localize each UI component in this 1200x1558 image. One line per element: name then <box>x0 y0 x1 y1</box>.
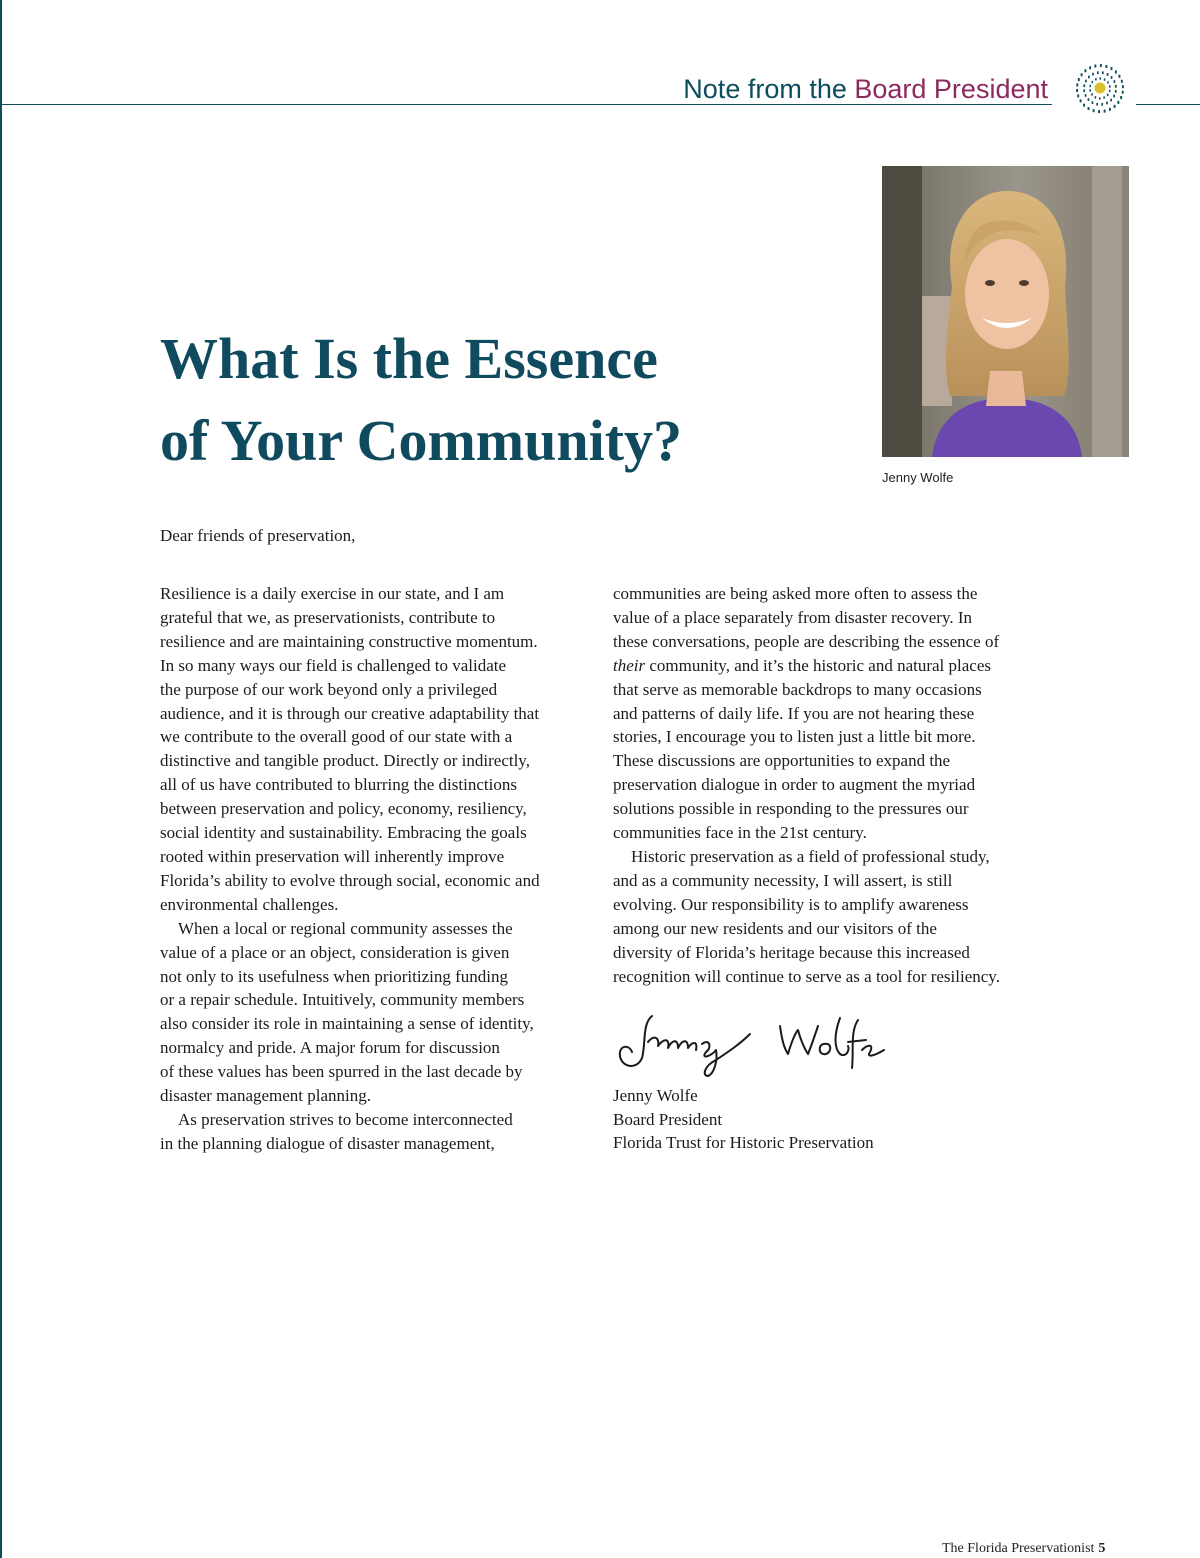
logo-dot <box>1090 85 1092 87</box>
logo-dot <box>1120 96 1122 99</box>
logo-dot <box>1089 66 1091 69</box>
header-rule-right <box>1136 104 1200 105</box>
logo-dot <box>1111 76 1113 79</box>
logo-dot <box>1095 78 1097 80</box>
salutation: Dear friends of preservation, <box>160 526 356 545</box>
paragraph-start-line: As preservation strives to become interconnected <box>178 1109 513 1129</box>
body-line: and patterns of daily life. If you are not hearing these <box>613 703 975 723</box>
paragraph-start-line: Historic preservation as a field of professional study, <box>631 846 990 866</box>
body-line: grateful that we, as preservationists, contribute to <box>160 607 496 627</box>
body-line: between preservation and policy, economy, resiliency, <box>160 799 527 819</box>
body-line: in the planning dialogue of disaster management, <box>160 1133 495 1153</box>
section-header <box>683 72 1048 106</box>
logo-dot <box>1092 101 1094 104</box>
paragraph-start-line: When a local or regional community assesses the <box>178 918 513 938</box>
body-line: of these values has been spurred in the last decade by <box>160 1062 523 1082</box>
logo-dot <box>1083 89 1085 92</box>
logo-dot <box>1111 67 1113 70</box>
logo-dot <box>1080 99 1082 102</box>
logo-dot <box>1117 101 1119 104</box>
logo-dot <box>1104 110 1106 113</box>
logo-dot <box>1089 89 1091 91</box>
body-line: diversity of Florida’s heritage because this increased <box>613 942 970 962</box>
logo-dot <box>1095 96 1097 98</box>
body-line: Resilience is a daily exercise in our state, and I am <box>160 584 505 603</box>
sun-logo-icon <box>1068 58 1132 118</box>
body-line: among our new residents and our visitors of the <box>613 918 937 938</box>
section-header-prefix: Note from the <box>683 74 855 104</box>
body-column-right <box>613 582 1053 988</box>
logo-dot <box>1107 73 1109 76</box>
logo-dot <box>1114 80 1116 83</box>
logo-dot <box>1115 70 1117 73</box>
portrait-photo <box>882 166 1129 457</box>
body-line: Florida’s ability to evolve through social, economic and <box>160 870 540 890</box>
logo-dot <box>1084 69 1086 72</box>
body-column-left <box>160 582 590 1156</box>
emphasis-their: their <box>613 655 646 675</box>
body-line: the purpose of our work beyond only a privileged <box>160 679 498 699</box>
signer-name: Jenny Wolfe <box>613 1086 698 1105</box>
body-line: environmental challenges. <box>160 894 339 914</box>
signature-block <box>613 1084 874 1155</box>
logo-dot <box>1099 97 1101 99</box>
logo-dot <box>1076 89 1078 92</box>
logo-dot <box>1078 78 1080 81</box>
article-headline <box>160 318 820 482</box>
logo-dot <box>1088 107 1090 110</box>
logo-dot <box>1115 90 1117 93</box>
logo-dot <box>1113 95 1115 98</box>
publication-name: The Florida Preservationist <box>942 1541 1095 1556</box>
body-line <box>613 654 1053 678</box>
body-line: communities are being asked more often to assess the <box>613 584 978 603</box>
logo-dot <box>1088 76 1090 79</box>
logo-dot <box>1121 80 1123 83</box>
logo-dot <box>1097 71 1099 74</box>
body-line: communities face in the 21st century. <box>613 823 867 843</box>
body-line: social identity and sustainability. Embracing the goals <box>160 823 527 843</box>
logo-dot <box>1107 94 1109 96</box>
logo-dot <box>1100 64 1102 67</box>
logo-dot <box>1093 109 1095 112</box>
logo-dot <box>1077 94 1079 97</box>
body-line: In so many ways our field is challenged to validate <box>160 655 507 675</box>
body-line: value of a place separately from disaster recovery. In <box>613 607 973 627</box>
logo-dot <box>1104 78 1106 80</box>
logo-dot <box>1092 73 1094 76</box>
logo-dot <box>1110 99 1112 102</box>
body-line: these conversations, people are describing the essence of <box>613 631 1000 651</box>
logo-dot <box>1085 94 1087 97</box>
body-line: we contribute to the overall good of our state with a <box>160 727 513 747</box>
headline-line-2: of Your Community? <box>160 408 683 473</box>
signer-organization: Florida Trust for Historic Preservation <box>613 1133 874 1152</box>
logo-dot <box>1118 75 1120 78</box>
page-number: 5 <box>1098 1541 1106 1556</box>
body-line: distinctive and tangible product. Directly or indirectly, <box>160 751 530 771</box>
logo-dot <box>1098 110 1100 113</box>
body-line: and as a community necessity, I will assert, is still <box>613 870 953 890</box>
logo-dot <box>1122 85 1124 88</box>
logo-dot <box>1096 103 1098 106</box>
body-line: or a repair schedule. Intuitively, community members <box>160 990 525 1010</box>
logo-dot <box>1094 65 1096 68</box>
body-line: stories, I encourage you to listen just a little bit more. <box>613 727 976 747</box>
body-line: These discussions are opportunities to expand the <box>613 751 951 771</box>
body-line: value of a place or an object, consideration is given <box>160 942 510 962</box>
logo-dot <box>1109 108 1111 111</box>
logo-dot <box>1105 65 1107 68</box>
logo-dot <box>1088 98 1090 101</box>
logo-dot <box>1081 73 1083 76</box>
logo-dot <box>1101 103 1103 106</box>
body-line: normalcy and pride. A major forum for discussion <box>160 1038 500 1058</box>
body-line: solutions possible in responding to the pressures our <box>613 799 969 819</box>
body-line: that serve as memorable backdrops to many occasions <box>613 679 982 699</box>
logo-dot <box>1076 83 1078 86</box>
body-line: recognition will continue to serve as a tool for resiliency. <box>613 966 1000 986</box>
logo-dot <box>1115 85 1117 88</box>
logo-dot <box>1085 80 1087 83</box>
logo-dot <box>1102 71 1104 74</box>
logo-dot <box>1107 81 1109 83</box>
left-margin-rule <box>0 0 2 1558</box>
logo-dot <box>1092 81 1094 83</box>
logo-dot <box>1122 91 1124 94</box>
body-line: resilience and are maintaining constructive momentum. <box>160 631 538 651</box>
handwritten-signature <box>612 1004 892 1086</box>
body-line: rooted within preservation will inherently improve <box>160 846 505 866</box>
logo-dot <box>1109 85 1111 87</box>
page-footer <box>942 1540 1105 1558</box>
logo-dot <box>1109 90 1111 92</box>
logo-dot <box>1103 96 1105 98</box>
body-line: audience, and it is through our creative adaptability that <box>160 703 540 723</box>
body-line: preservation dialogue in order to augment the myriad <box>613 775 976 795</box>
logo-dot <box>1083 104 1085 107</box>
photo-caption: Jenny Wolfe <box>882 470 954 485</box>
logo-dot <box>1091 93 1093 95</box>
body-line: evolving. Our responsibility is to amplify awareness <box>613 894 969 914</box>
logo-dot <box>1114 105 1116 108</box>
headline-line-1: What Is the Essence <box>160 326 658 391</box>
logo-dot <box>1083 84 1085 87</box>
section-header-accent: Board President <box>854 74 1048 104</box>
logo-dot <box>1100 77 1102 79</box>
logo-dot <box>1106 102 1108 105</box>
body-line-rest: community, and it’s the historic and natural places <box>645 655 992 675</box>
body-line: also consider its role in maintaining a sense of identity, <box>160 1014 534 1034</box>
body-line: not only to its usefulness when prioritizing funding <box>160 966 508 986</box>
body-line: disaster management planning. <box>160 1086 372 1106</box>
signer-title: Board President <box>613 1109 723 1129</box>
body-line: all of us have contributed to blurring the distinctions <box>160 775 517 795</box>
